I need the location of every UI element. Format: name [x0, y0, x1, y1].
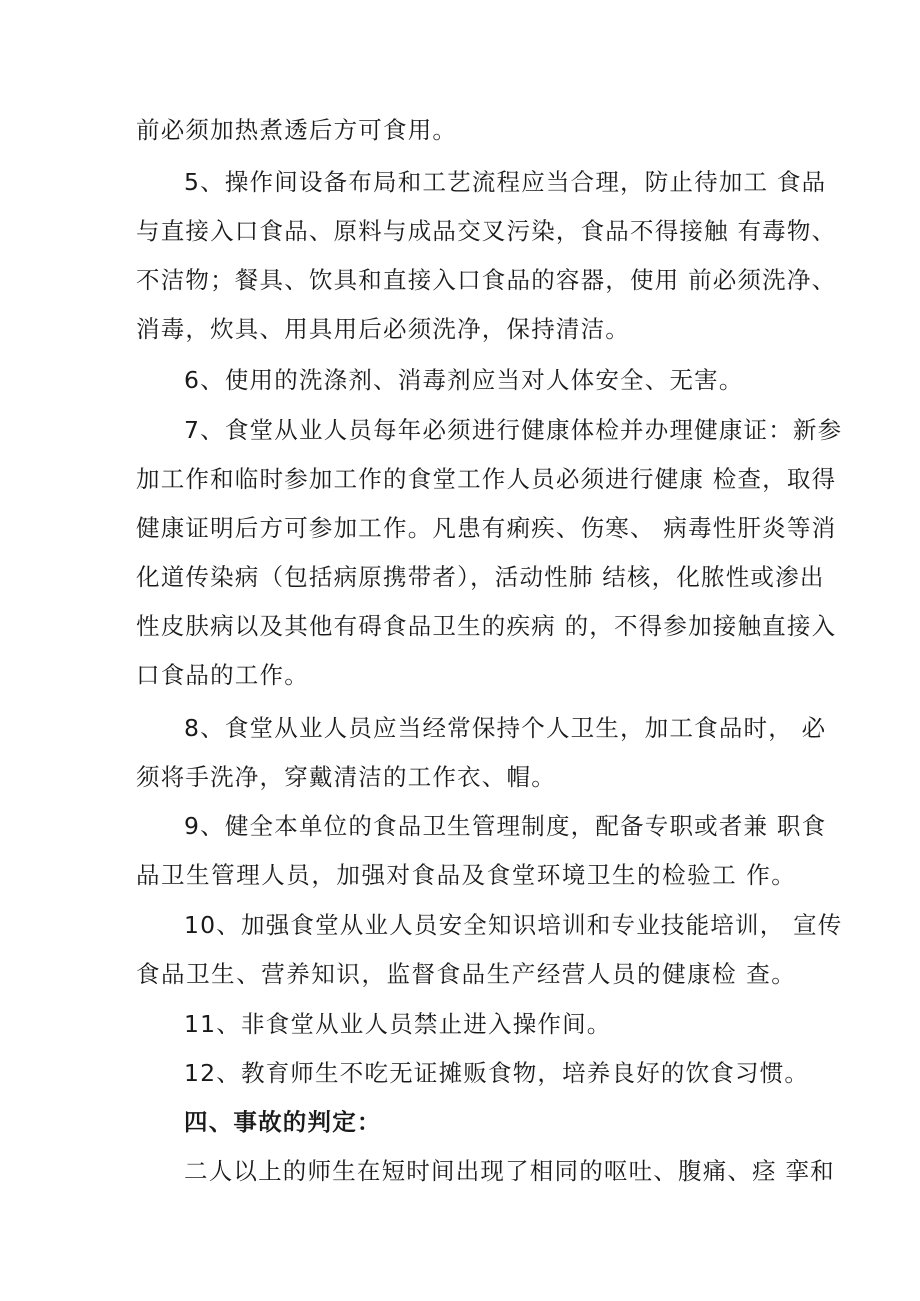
- text-line: 前必须加热煮透后方可食用。: [136, 116, 458, 144]
- text-line: 5、操作间设备布局和工艺流程应当合理，防止待加工 食品: [184, 168, 827, 196]
- text-line: 9、健全本单位的食品卫生管理制度，配备专职或者兼 职食: [184, 812, 827, 840]
- text-line: 10、加强食堂从业人员安全知识培训和专业技能培训， 宣传: [184, 911, 843, 939]
- text-line: 11、非食堂从业人员禁止进入操作间。: [184, 1010, 612, 1038]
- text-line: 须将手洗净，穿戴清洁的工作衣、帽。: [136, 763, 556, 791]
- text-line: 二人以上的师生在短时间出现了相同的呕吐、腹痛、痉 挛和: [184, 1157, 835, 1185]
- text-line: 化道传染病（包括病原携带者），活动性肺 结核，化脓性或渗出: [136, 563, 825, 591]
- text-line: 性皮肤病以及其他有碍食品卫生的疾病 的，不得参加接触直接入: [136, 612, 837, 640]
- text-line: 口食品的工作。: [136, 661, 309, 689]
- text-line: 食品卫生、营养知识，监督食品生产经营人员的健康检 查。: [136, 960, 796, 988]
- text-line: 消毒，炊具、用具用后必须洗净，保持清洁。: [136, 315, 630, 343]
- text-line: 8、食堂从业人员应当经常保持个人卫生，加工食品时， 必: [184, 714, 827, 742]
- text-line: 6、使用的洗涤剂、消毒剂应当对人体安全、无害。: [184, 366, 744, 394]
- section-heading: 四、事故的判定：: [184, 1108, 382, 1136]
- text-line: 品卫生管理人员，加强对食品及食堂环境卫生的检验工 作。: [136, 861, 796, 889]
- text-line: 与直接入口食品、原料与成品交叉污染，食品不得接触 有毒物、: [136, 217, 837, 245]
- text-line: 12、教育师生不吃无证摊贩食物，培养良好的饮食习惯。: [184, 1059, 810, 1087]
- text-line: 不洁物；餐具、饮具和直接入口食品的容器，使用 前必须洗净、: [136, 266, 837, 294]
- text-line: 加工作和临时参加工作的食堂工作人员必须进行健康 检查，取得: [136, 465, 837, 493]
- text-line: 7、食堂从业人员每年必须进行健康体检并办理健康证：新参: [184, 416, 843, 444]
- text-line: 健康证明后方可参加工作。凡患有痢疾、伤寒、 病毒性肝炎等消: [136, 514, 837, 542]
